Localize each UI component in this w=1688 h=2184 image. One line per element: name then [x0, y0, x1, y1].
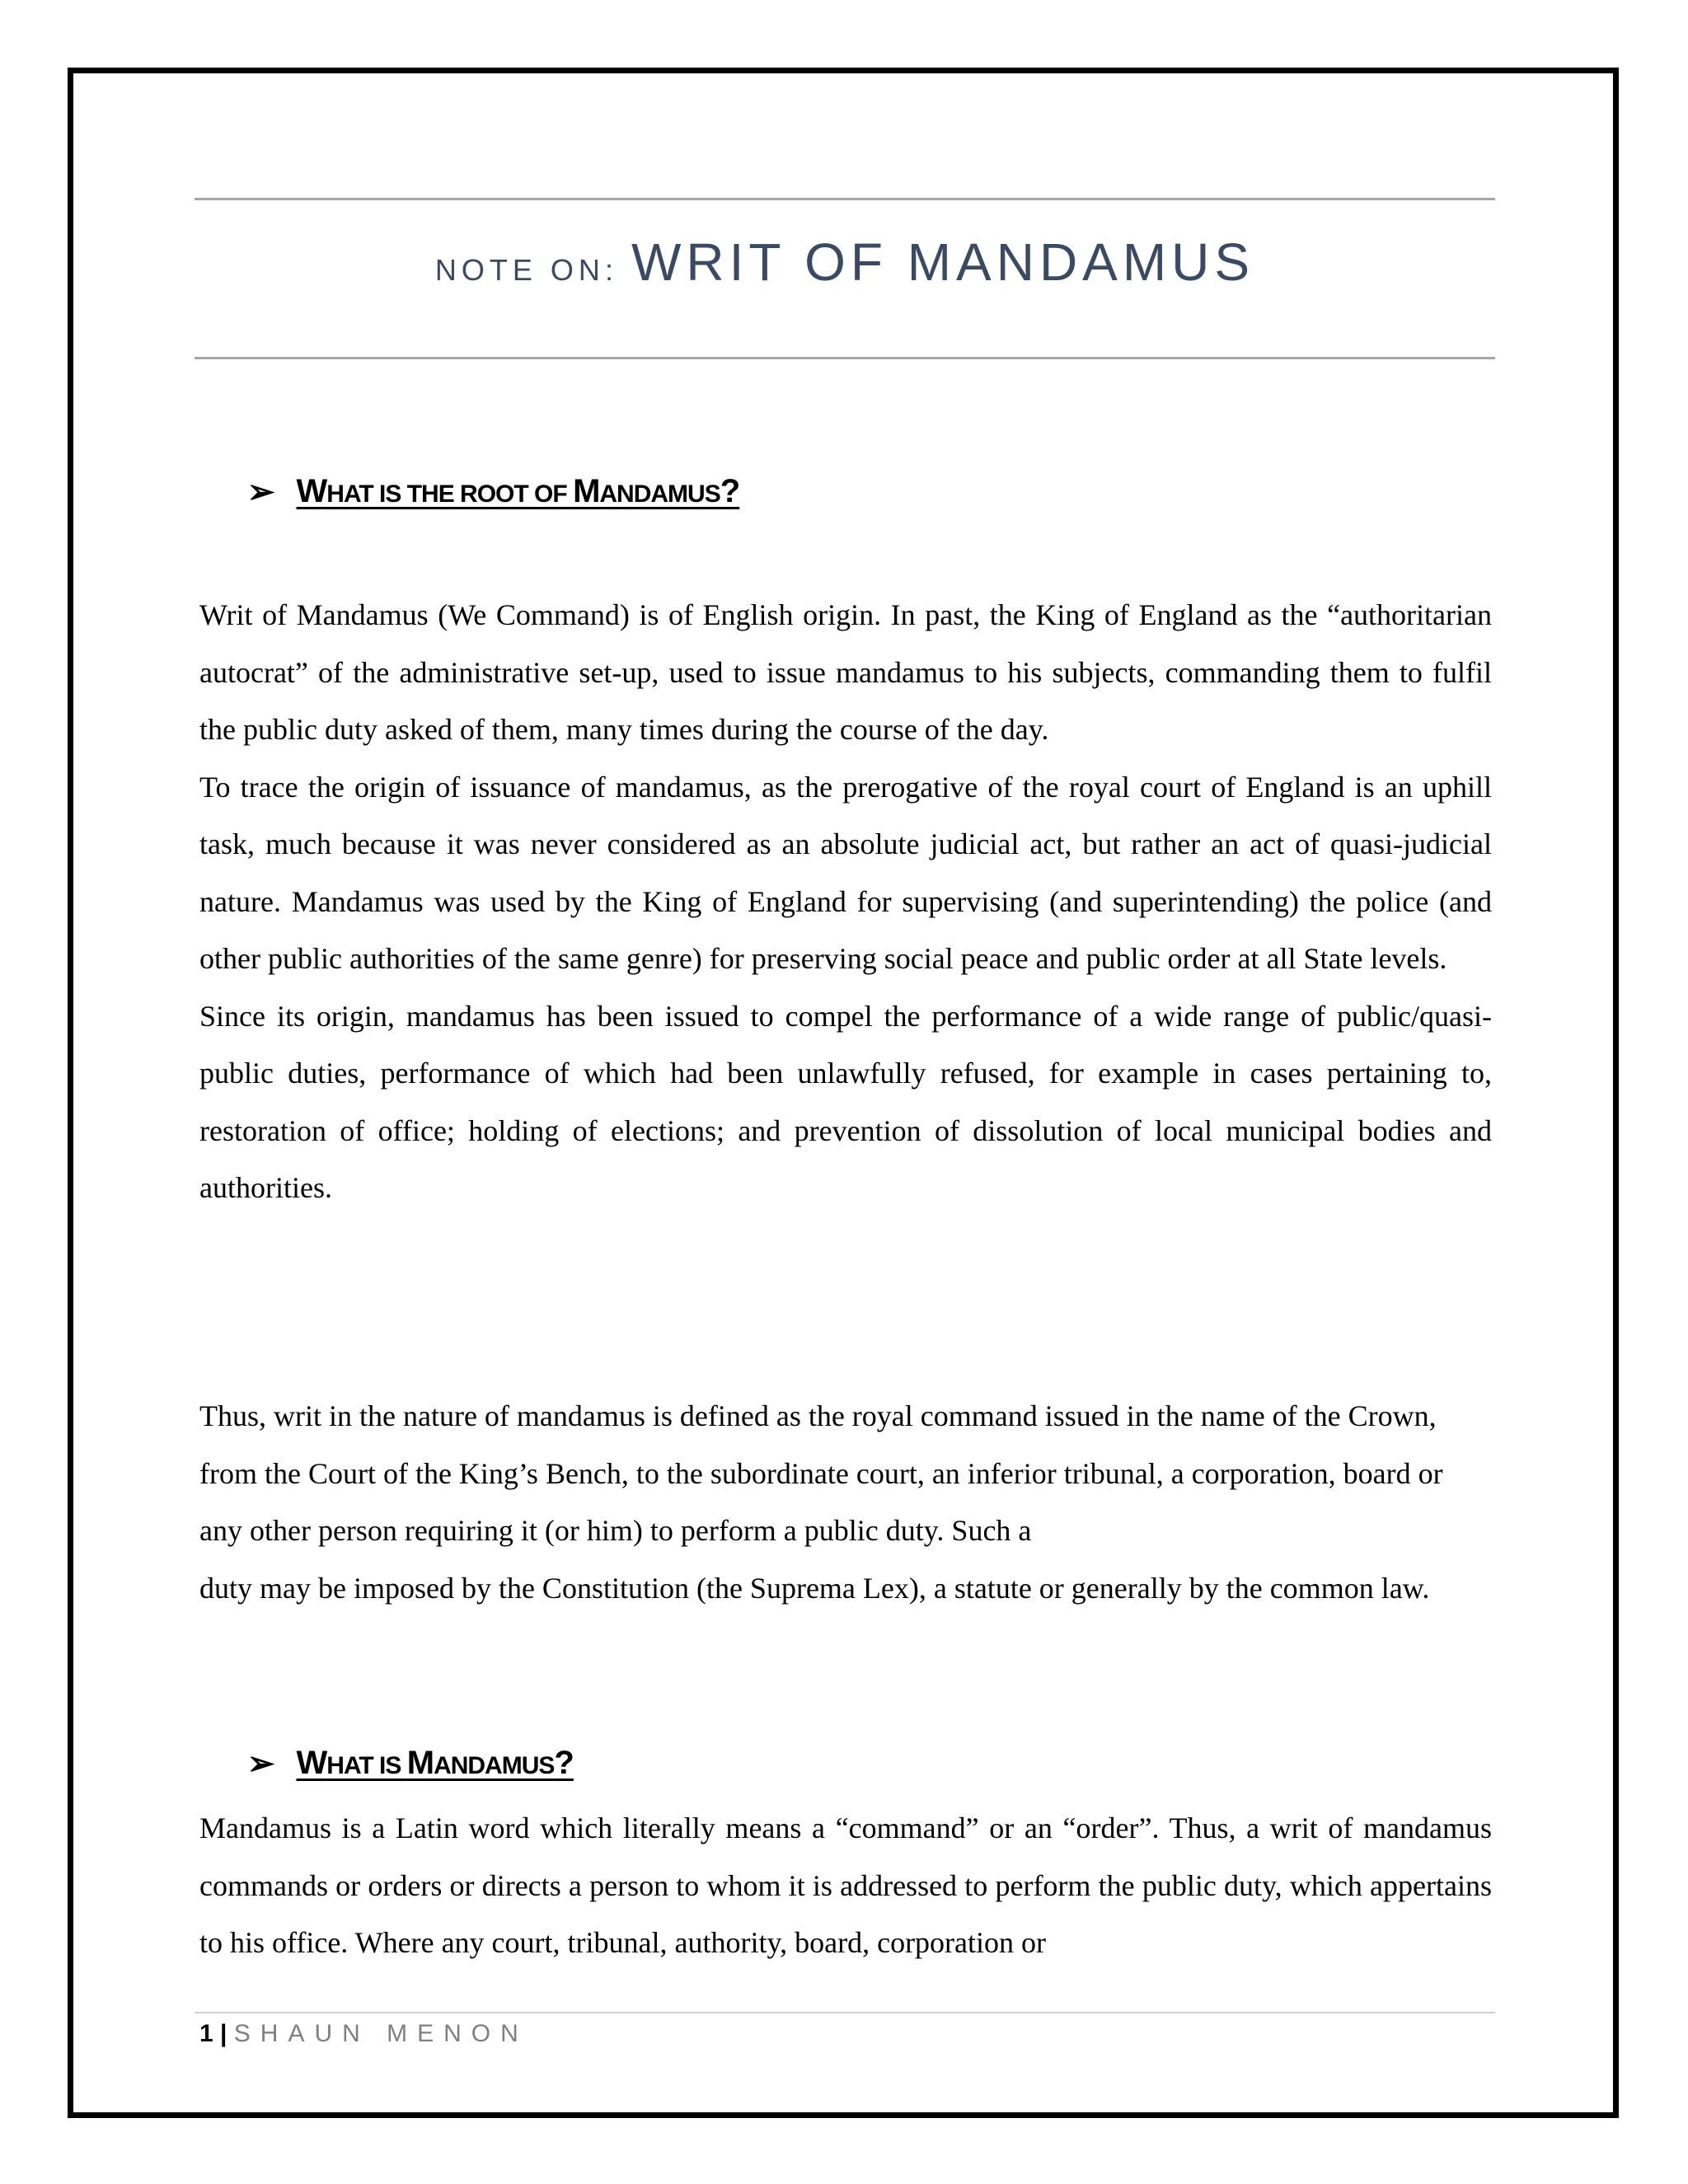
heading-text: WHAT IS MANDAMUS?	[296, 1745, 574, 1781]
page-title	[195, 200, 1495, 357]
section-heading-what-is	[247, 1745, 574, 1782]
page-number: 1	[199, 2020, 213, 2047]
page-footer	[199, 2018, 528, 2050]
paragraph: Since its origin, mandamus has been issued to compel the performance of a wide range of public/quasi-public duties, performance of which had been unlawfully refused, for example in cases pertaining to, restoration of office; holding of elections; and prevention of dissolution of local municipal bodies and authorities.	[199, 999, 1492, 1204]
title-main: WRIT OF MANDAMUS	[631, 232, 1255, 292]
section-heading-root	[247, 473, 739, 510]
paragraph: Mandamus is a Latin word which literally means a “command” or an “order”. Thus, a writ of mandamus commands or orders or directs a person to whom it is addressed to perform the public duty, which appertains to his office. Where any court, tribunal, authority, board, corporation or	[199, 1811, 1492, 1959]
section-body-root	[199, 587, 1492, 1217]
title-bottom-rule	[195, 357, 1495, 359]
title-block	[195, 198, 1495, 359]
paragraph: Writ of Mandamus (We Command) is of English origin. In past, the King of England as the “authoritarian autocrat” of the administrative set-up, used to issue mandamus to his subjects, commanding them to fulfil the public duty asked of them, many times during the course of the day.	[199, 598, 1492, 746]
title-separator: :	[604, 253, 631, 287]
footer-rule	[195, 2012, 1495, 2013]
arrow-bullet-icon: ➢	[247, 1745, 275, 1782]
paragraph: Thus, writ in the nature of mandamus is defined as the royal command issued in the name of the Crown, from the Court of the King’s Bench, to the subordinate court, an inferior tribunal, a corporation, board or any other person requiring it (or him) to perform a public duty. Such a	[199, 1399, 1443, 1547]
heading-text: WHAT IS THE ROOT OF MANDAMUS?	[296, 473, 740, 509]
title-prefix: NOTE ON	[434, 253, 605, 287]
footer-separator: |	[213, 2020, 234, 2047]
author-name: SHAUN MENON	[233, 2020, 528, 2047]
paragraph: To trace the origin of issuance of mandamus, as the prerogative of the royal court of England is an uphill task, much because it was never considered as an absolute judicial act, but rather an act of quasi-judicial nature. Mandamus was used by the King of England for supervising (and superintending) the police (and other public authorities of the same genre) for preserving social peace and public order at all State levels.	[199, 770, 1492, 975]
section-body-what-is	[199, 1800, 1492, 1972]
arrow-bullet-icon: ➢	[247, 473, 275, 510]
section-body-root-2	[199, 1388, 1492, 1617]
paragraph: duty may be imposed by the Constitution (the Suprema Lex), a statute or generally by the common law.	[199, 1571, 1430, 1605]
